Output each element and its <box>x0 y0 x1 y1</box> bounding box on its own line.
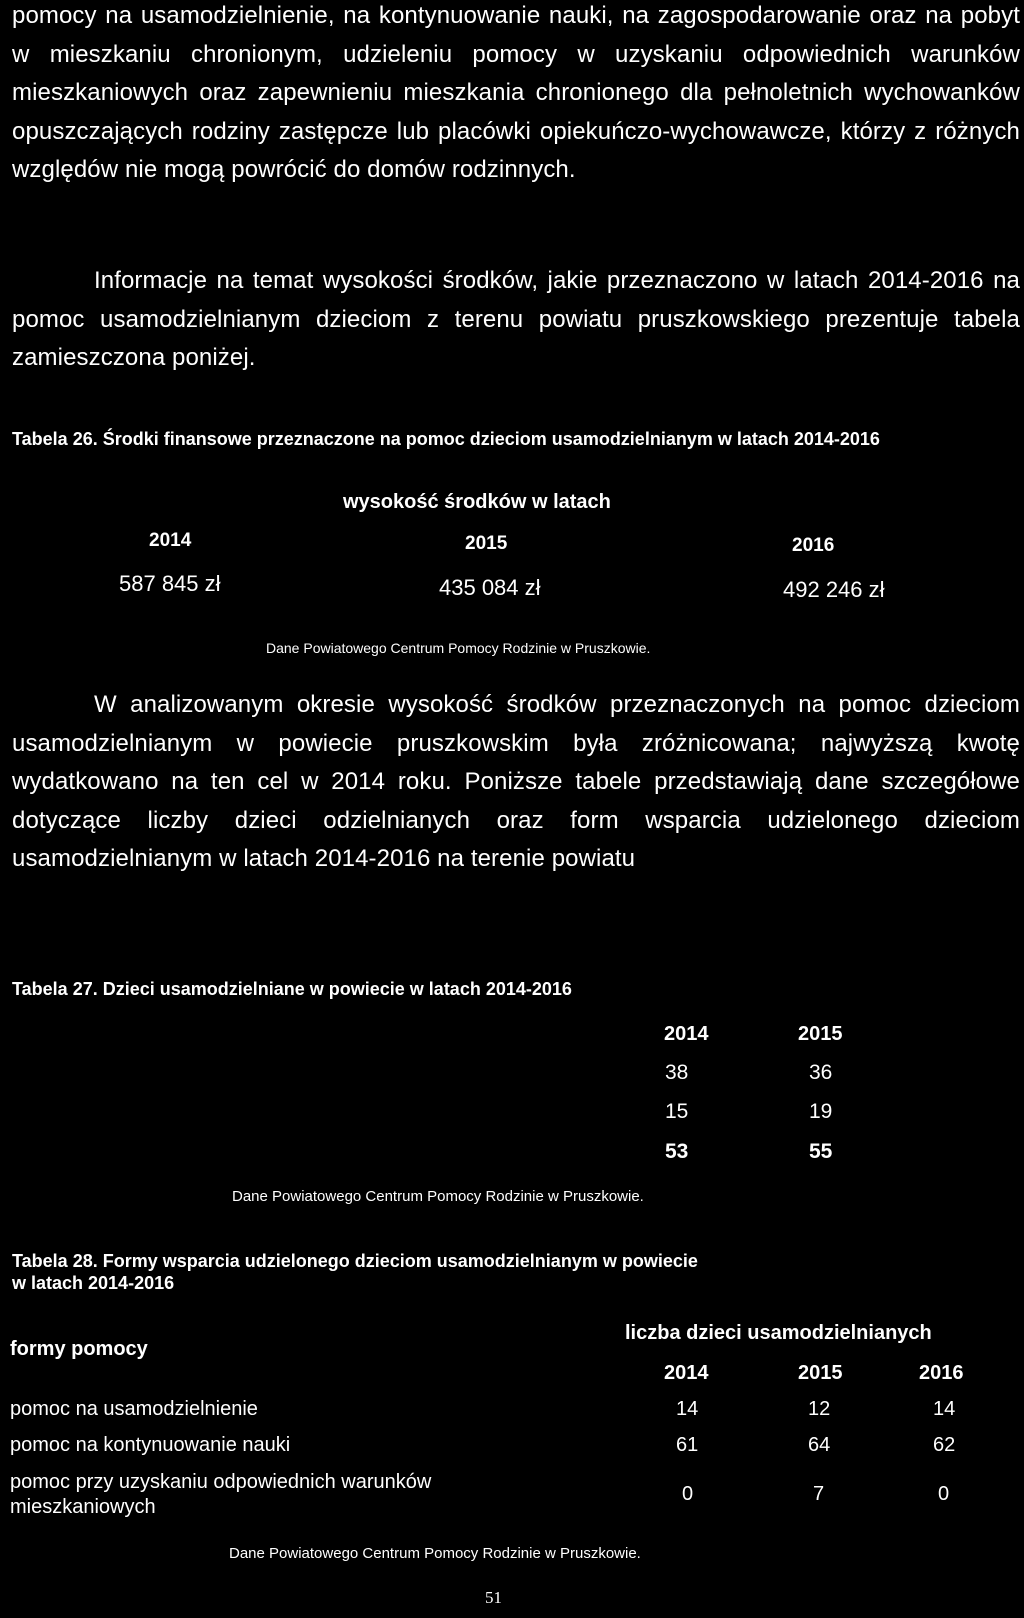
table28-row3-label-line2: mieszkaniowych <box>10 1496 156 1518</box>
table28-row1-2015: 12 <box>808 1398 831 1420</box>
table27-row2-2014: 15 <box>665 1100 689 1123</box>
paragraph-analysis <box>12 686 1020 879</box>
table28-group-header: liczba dzieci usamodzielnianych <box>625 1322 932 1344</box>
table28-row2-2016: 62 <box>933 1434 956 1456</box>
table28-row1-2014: 14 <box>676 1398 699 1420</box>
table28-year-2016: 2016 <box>919 1362 964 1384</box>
table28-year-2014: 2014 <box>664 1362 709 1384</box>
table27-row1-2015: 36 <box>809 1061 833 1084</box>
table28-row3-label-line1: pomoc przy uzyskaniu odpowiednich warunków <box>10 1471 432 1493</box>
table28-row3-2014: 0 <box>682 1483 694 1505</box>
page-number: 51 <box>485 1588 502 1607</box>
paragraph-funds-text: Informacje na temat wysokości środków, jakie przeznaczono w latach 2014-2016 na pomoc usamodzielnianym dzieciom z terenu powiatu pruszkowskiego prezentuje tabela zamieszczona poniżej. <box>12 267 1020 371</box>
table28-row2-label: pomoc na kontynuowanie nauki <box>10 1434 291 1456</box>
table27-total-2014: 53 <box>665 1140 689 1163</box>
paragraph-intro: pomocy na usamodzielnienie, na kontynuowanie nauki, na zagospodarowanie oraz na pobyt w mieszkaniu chronionym, udzieleniu pomocy w uzyskaniu odpowiednich warunków mieszkaniowych oraz zapewnieniu mieszkania chronionego dla pełnoletnich wychowanków opuszczających rodziny zastępcze lub placówki opiekuńczo-wychowawcze, którzy z różnych względów nie mogą powrócić do domów rodzinnych. <box>12 2 1020 183</box>
table27-row1-2014: 38 <box>665 1061 689 1084</box>
table28-col-header: formy pomocy <box>10 1338 148 1360</box>
table26-year-2016: 2016 <box>792 535 835 556</box>
table26-value-2014: 587 845 zł <box>119 571 221 596</box>
table28-row2-2014: 61 <box>676 1434 699 1456</box>
table28-row1-label: pomoc na usamodzielnienie <box>10 1398 258 1420</box>
table28-source: Dane Powiatowego Centrum Pomocy Rodzinie w Pruszkowie. <box>229 1545 641 1562</box>
table27-year-2014: 2014 <box>664 1023 709 1045</box>
table28-caption-line2: w latach 2014-2016 <box>12 1273 175 1293</box>
table28-caption-line1: Tabela 28. Formy wsparcia udzielonego dzieciom usamodzielnianym w powiecie <box>12 1251 698 1271</box>
table28-row2-2015: 64 <box>808 1434 831 1456</box>
table27-source: Dane Powiatowego Centrum Pomocy Rodzinie w Pruszkowie. <box>232 1188 644 1205</box>
table28-year-2015: 2015 <box>798 1362 843 1384</box>
table26-header: wysokość środków w latach <box>343 491 611 513</box>
table26-source: Dane Powiatowego Centrum Pomocy Rodzinie w Pruszkowie. <box>266 640 651 656</box>
paragraph-analysis-text: W analizowanym okresie wysokość środków przeznaczonych na pomoc dzieciom usamodzielnianym w powiecie pruszkowskim była zróżnicowana; najwyższą kwotę wydatkowano na ten cel w 2014 roku. Poniższe tabele przedstawiają dane szczegółowe dotyczące liczby dzieci odzielnianych oraz form wsparcia udzielonego dzieciom usamodzielnianym w latach 2014-2016 na terenie powiatu <box>12 691 1020 872</box>
table26-value-2016: 492 246 zł <box>783 577 885 602</box>
table26-value-2015: 435 084 zł <box>439 575 541 600</box>
table27-row2-2015: 19 <box>809 1100 833 1123</box>
table26-year-2015: 2015 <box>465 533 508 554</box>
table27-year-2015: 2015 <box>798 1023 843 1045</box>
table27-caption: Tabela 27. Dzieci usamodzielniane w powiecie w latach 2014-2016 <box>12 979 572 999</box>
table28-row1-2016: 14 <box>933 1398 956 1420</box>
table28-row3-2015: 7 <box>813 1483 825 1505</box>
paragraph-funds-info <box>12 262 1020 378</box>
table28-row3-2016: 0 <box>938 1483 950 1505</box>
table27-total-2015: 55 <box>809 1140 833 1163</box>
table28-caption <box>12 1250 1012 1294</box>
table26-caption: Tabela 26. Środki finansowe przeznaczone na pomoc dzieciom usamodzielnianym w latach 2014-2016 <box>12 429 880 449</box>
table26-year-2014: 2014 <box>149 530 192 551</box>
